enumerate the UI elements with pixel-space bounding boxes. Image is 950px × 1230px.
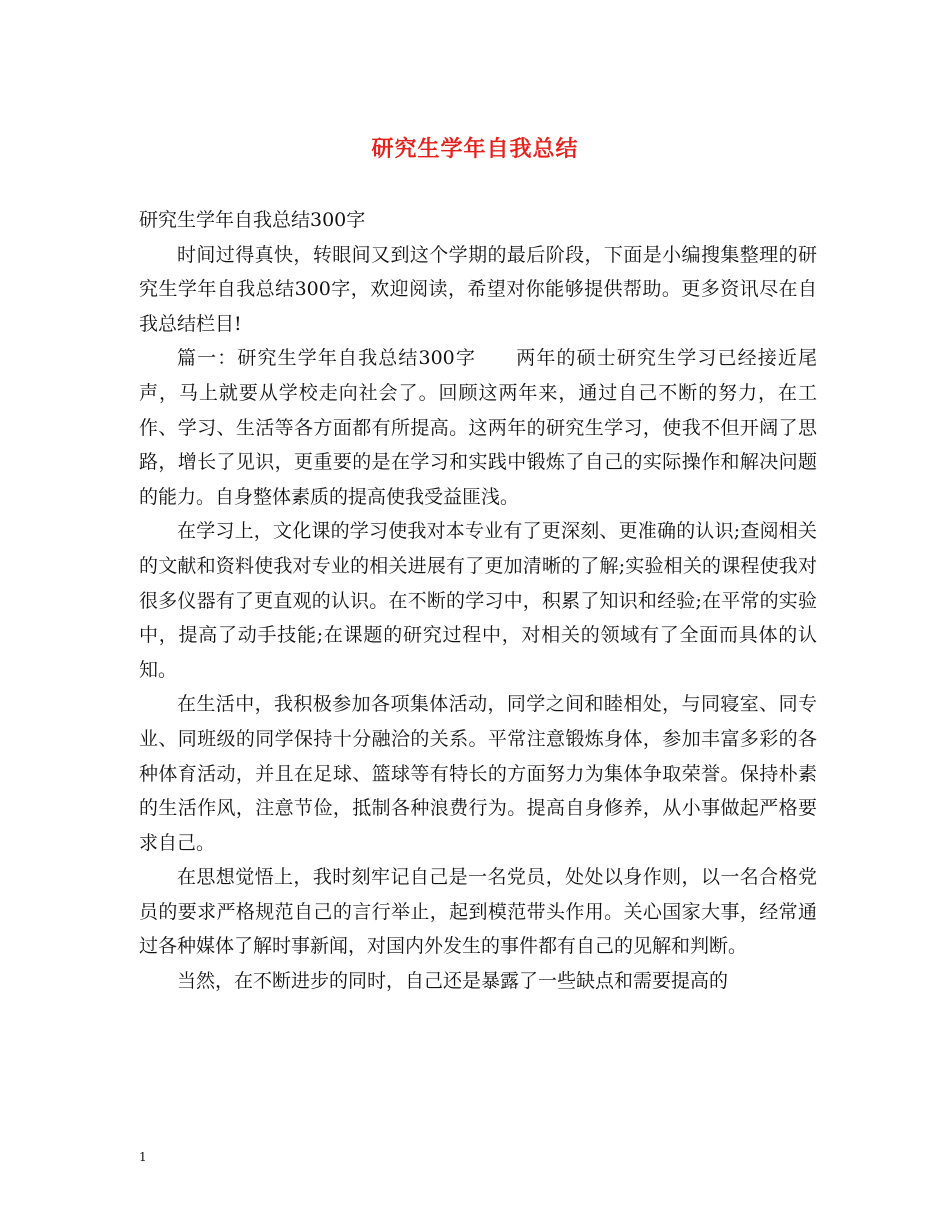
paragraph-intro: 时间过得真快，转眼间又到这个学期的最后阶段，下面是小编搜集整理的研究生学年自我总结300字，欢迎阅读，希望对你能够提供帮助。更多资讯尽在自我总结栏目! [139, 243, 817, 335]
document-body [139, 203, 817, 999]
paragraph-ideology: 在思想觉悟上，我时刻牢记自己是一名党员，处处以身作则，以一名合格党员的要求严格规范自己的言行举止，起到模范带头作用。关心国家大事，经常通过各种媒体了解时事新闻，对国内外发生的事件都有自己的见解和判断。 [139, 866, 817, 958]
paragraph-life: 在生活中，我积极参加各项集体活动，同学之间和睦相处，与同寝室、同专业、同班级的同学保持十分融洽的关系。平常注意锻炼身体，参加丰富多彩的各种体育活动，并且在足球、篮球等有特长的方面努力为集体争取荣誉。保持朴素的生活作风，注意节俭，抵制各种浪费行为。提高自身修养，从小事做起严格要求自己。 [139, 693, 817, 854]
paragraph-shortcomings: 当然，在不断进步的同时，自己还是暴露了一些缺点和需要提高的 [177, 970, 729, 993]
document-title: 研究生学年自我总结 [371, 136, 579, 162]
page-number: 1 [139, 1150, 147, 1164]
document-subtitle: 研究生学年自我总结300字 [139, 209, 366, 231]
paragraph-study: 在学习上，文化课的学习使我对本专业有了更深刻、更准确的认识;查阅相关的文献和资料使我对专业的相关进展有了更加清晰的了解;实验相关的课程使我对很多仪器有了更直观的认识。在不断的学习中，积累了知识和经验;在平常的实验中，提高了动手技能;在课题的研究过程中，对相关的领域有了全面而具体的认知。 [139, 520, 817, 681]
paragraph-part-one: 篇一：研究生学年自我总结300字 两年的硕士研究生学习已经接近尾声，马上就要从学校走向社会了。回顾这两年来，通过自己不断的努力，在工作、学习、生活等各方面都有所提高。这两年的研究生学习，使我不但开阔了思路，增长了见识，更重要的是在学习和实践中锻炼了自己的实际操作和解决问题的能力。自身整体素质的提高使我受益匪浅。 [139, 347, 817, 508]
